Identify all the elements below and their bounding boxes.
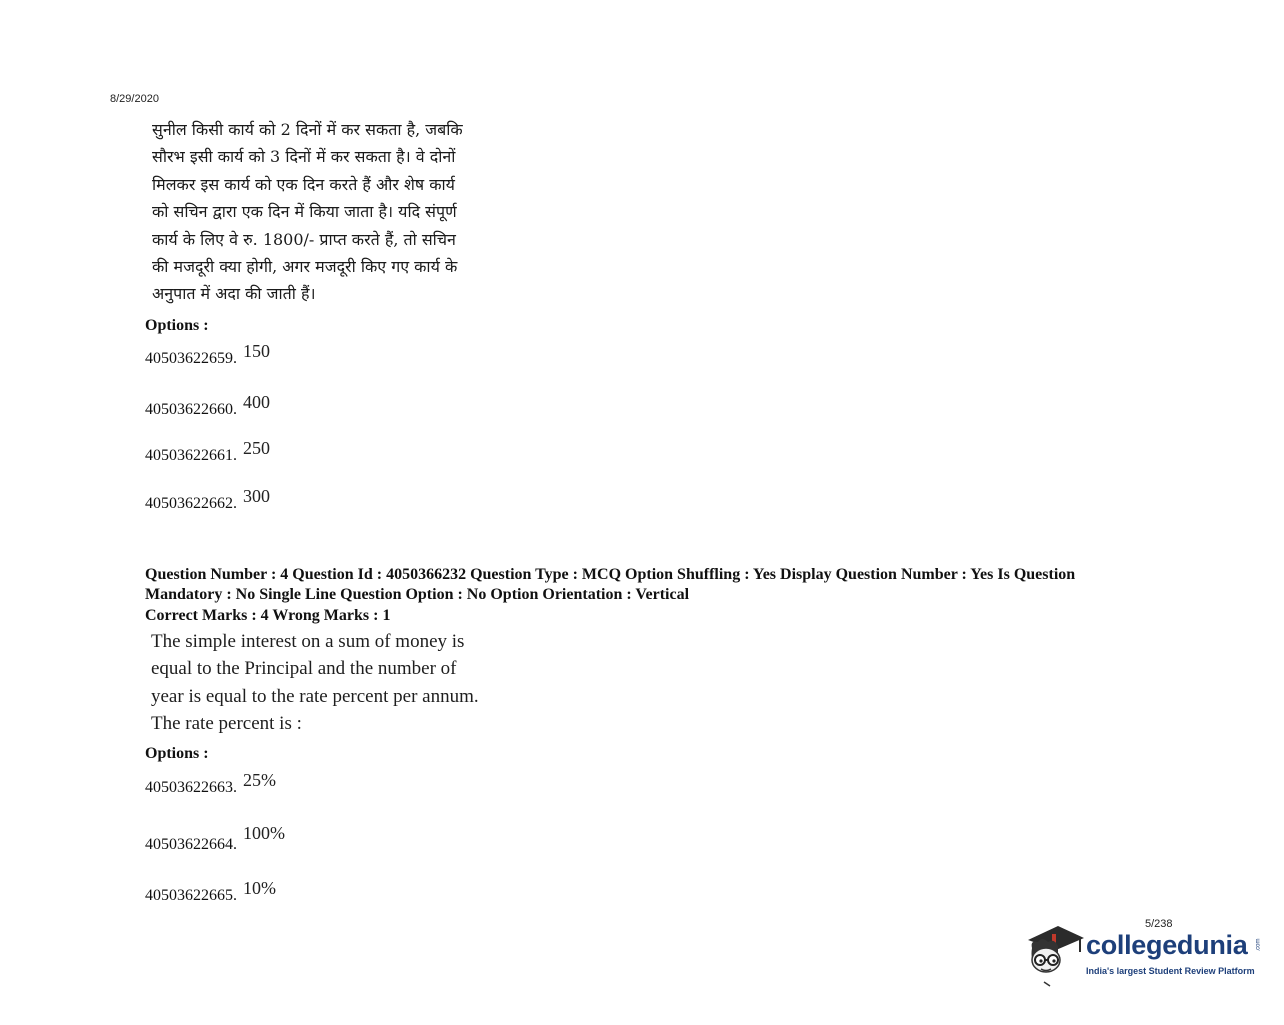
metadata-line: Mandatory : No Single Line Question Option : No Option Orientation : Vertical [145,586,690,603]
option-item [145,392,270,419]
option-value: 150 [243,341,270,361]
question-4-text [151,628,501,738]
option-value: 10% [243,878,276,898]
option-item [145,438,270,465]
option-id: 40503622663. [145,779,237,796]
option-id: 40503622665. [145,887,237,904]
logo-suffix: .com [1255,938,1262,952]
option-id: 40503622664. [145,836,237,853]
question-4-metadata [145,565,1165,605]
option-id: 40503622660. [145,401,237,418]
logo-text: collegedunia [1086,930,1248,960]
options-label: Options : [145,745,209,762]
question-line: अनुपात में अदा की जाती हैं। [152,284,316,304]
question-line: सुनील किसी कार्य को 2 दिनों में कर सकता है, जबकि [152,120,463,139]
metadata-line: Question Number : 4 Question Id : 4050366232 Question Type : MCQ Option Shuffling : Yes Display Question Number : Yes Is Question [145,566,1076,583]
question-line: The simple interest on a sum of money is [151,631,465,652]
logo-tagline: India's largest Student Review Platform [1086,966,1255,976]
question-line: को सचिन द्वारा एक दिन में किया जाता है। यदि संपूर्ण [152,202,457,222]
page-number: 5/238 [1145,918,1173,930]
option-item [145,341,270,368]
question-line: कार्य के लिए वे रु. 1800/- प्राप्त करते हैं, तो सचिन [152,229,456,249]
mascot-icon [1024,918,1086,990]
option-value: 400 [243,392,270,412]
option-value: 100% [243,823,285,843]
question-line: year is equal to the rate percent per annum. [151,685,479,707]
options-label: Options : [145,317,209,334]
question-line: मिलकर इस कार्य को एक दिन करते हैं और शेष कार्य [152,174,455,194]
question-3-text [152,116,512,308]
option-id: 40503622661. [145,447,237,464]
question-line: The rate percent is : [151,713,302,735]
question-line: सौरभ इसी कार्य को 3 दिनों में कर सकता है। वे दोनों [152,147,456,167]
option-item [145,823,285,854]
option-id: 40503622659. [145,350,237,367]
question-line: equal to the Principal and the number of [151,658,457,680]
option-value: 250 [243,438,270,458]
print-date: 8/29/2020 [110,93,159,105]
option-item [145,486,270,513]
option-id: 40503622662. [145,495,237,512]
option-value: 25% [243,770,276,790]
option-item [145,878,276,905]
marks-info: Correct Marks : 4 Wrong Marks : 1 [145,607,391,624]
collegedunia-logo[interactable] [1024,918,1264,990]
option-value: 300 [243,486,270,506]
question-line: की मजदूरी क्या होगी, अगर मजदूरी किए गए कार्य के [152,257,458,277]
option-item [145,770,276,797]
